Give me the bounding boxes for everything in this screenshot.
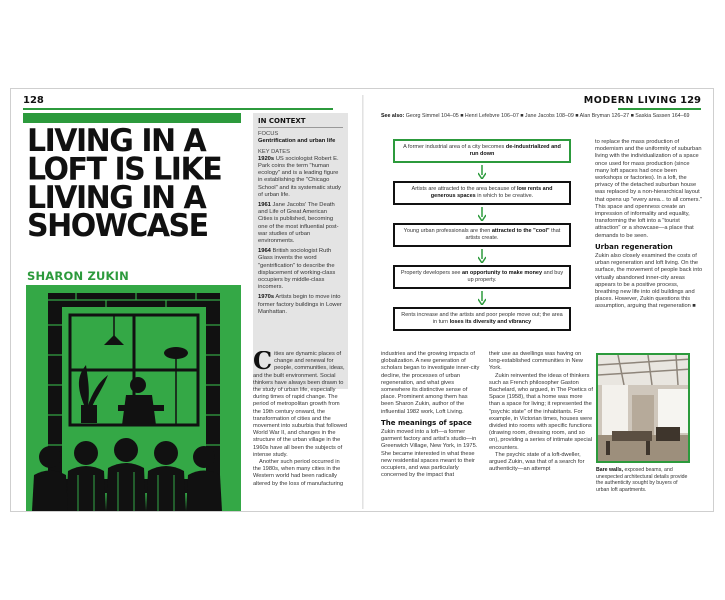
flow-step-text: Young urban professionals are then (403, 228, 492, 234)
flow-step-bold: loses its diversity and vibrancy (449, 319, 532, 325)
flow-step (393, 181, 571, 205)
key-date-text: Artists begin to move into former factory buildings in Lower Manhattan. (258, 294, 342, 315)
flow-step-text: and buy up property. (467, 270, 564, 283)
key-date-text: Jane Jacobs' The Death and Life of Great American Cities is published, becoming one of the most influential post-war studies of urban environments. (258, 202, 339, 245)
right-page-number: 129 (680, 95, 701, 106)
flow-step (393, 265, 571, 289)
arrow-down-icon (478, 207, 486, 221)
book-spread (10, 88, 714, 512)
right-top-rule (618, 108, 701, 110)
body-column-b (489, 351, 593, 511)
loft-showcase-illustration (26, 285, 241, 511)
arrow-down-icon (478, 291, 486, 305)
body-paragraph: industries and the growing impacts of globalization. A new generation of scholars began to investigate inner-city decline, the processes of urban regeneration, and what gives somewhere its distinctive sense of place. Prominent among them has been Sharon Zukin, author of the influential 1982 work, Loft Living. (381, 351, 480, 415)
key-dates-label: KEY DATES (258, 148, 291, 155)
photo-caption (596, 467, 690, 493)
title-line: LOFT IS LIKE (27, 151, 222, 188)
see-also-list: Georg Simmel 104–05 ■ Henri Lefebvre 106–07 ■ Jane Jacobs 108–09 ■ Alan Bryman 126–27 ■ Saskia Sassen 164–69 (405, 113, 690, 119)
left-top-rule (23, 108, 333, 110)
focus-value: Gentrification and urban life (258, 138, 336, 145)
loft-interior-photo (596, 353, 690, 463)
title-accent-bar (23, 113, 241, 123)
body-paragraph: their use as dwellings was having on long-established communities in New York. (489, 351, 583, 372)
key-date-year: 1920s (258, 155, 275, 162)
flow-step (393, 307, 571, 331)
flow-step-text: in which to be creative. (475, 193, 534, 199)
subhead-meanings-of-space: The meanings of space (381, 418, 472, 427)
flow-step-text: A former industrial area of a city becomes (403, 144, 506, 150)
see-also-label: See also: (381, 113, 405, 119)
flow-step-text: that artists create. (465, 228, 561, 241)
loft-interior-image (598, 355, 690, 463)
flow-step-bold: de-industrialized and run down (469, 144, 561, 157)
key-date-entry (258, 248, 343, 291)
flow-step-text: Property developers see (400, 270, 462, 276)
flow-step-text: Rents increase and the artists and poor people move out; the area in turn (401, 312, 563, 325)
key-date-year: 1964 (258, 248, 271, 255)
section-title: MODERN LIVING (583, 95, 677, 106)
arrow-down-icon (478, 165, 486, 179)
focus-label: FOCUS (258, 131, 279, 138)
flow-step (393, 223, 571, 247)
arrow-down-icon (478, 249, 486, 263)
drop-cap: C (253, 351, 273, 375)
key-date-text: British sociologist Ruth Glass invents the word "gentrification" to describe the displacement of working-class occupiers by middle-class incomers. (258, 248, 336, 291)
title-line: LIVING IN A (27, 179, 206, 217)
left-body-column (253, 351, 349, 511)
body-column-c (595, 139, 703, 351)
flow-step (393, 139, 571, 163)
flow-step-bold: attracted to the "cool" (491, 228, 550, 234)
body-paragraph: Zukin reinvented the ideas of thinkers such as French philosopher Gaston Bachelard, who argued, in The Poetics of Space (1958), that a home was more than a space for living; it represented the "psychic state" of the inhabitants. For example, in Victorian times, houses were divided into rooms with specific functions (drawing room, dressing room, and so on), providing a series of intimate special encounters. (489, 372, 593, 451)
body-paragraph: Another such period occurred in the 1980s, when many cities in the Western world had been radically altered by the loss of manufacturing (253, 459, 344, 487)
body-column-a (381, 351, 481, 511)
spine-gutter (362, 95, 364, 509)
caption-bold: Bare walls, (596, 467, 624, 473)
body-paragraph: ities are dynamic places of change and renewal for people, communities, ideas, and the built environment. Social thinkers have always been drawn to the study of urban life, especially during times of rapid change. The period of metropolitan growth from the 19th century onward, the transformation of cities and the movement into suburbia that followed World War II, and changes in the structure of the urban village in the 1960s have all been the subjects of intense study. (253, 351, 348, 458)
key-date-text: US sociologist Robert E. Park coins the term "human ecology" and is a leading figure in establishing the "Chicago School" and its systematic study of urban life. (258, 155, 341, 198)
key-date-entry (258, 294, 343, 316)
key-date-entry (258, 156, 343, 199)
author-name: SHARON ZUKIN (27, 269, 129, 283)
body-paragraph: The psychic state of a loft-dweller, argued Zukin, was that of a search for authenticity—an attempt (489, 451, 585, 473)
body-paragraph: to replace the mass production of modernism and the uniformity of suburban living with the individualization of a space once used for mass production (since many loft spaces had once been workshops or factories). In a loft, the privacy of the detached suburban house was replaced by a non-hierarchical layout that opens up "every area... to all comers." This space and openness create an impression of informality and equality, transforming the loft into a "tourist attraction" or a showcase—a place that demands to be seen. (595, 139, 703, 239)
flow-step-bold: low rents and generous spaces (430, 186, 553, 199)
in-context-panel (253, 113, 348, 389)
flow-step-text: Artists are attracted to the area because of (411, 186, 518, 192)
key-date-entry (258, 202, 343, 245)
body-paragraph: Zukin also closely examined the costs of urban regeneration and loft living. On the surface, the movement of people back into virtually abandoned inner-city areas appears to be a positive process, breathing new life into old buildings and places. However, Zukin questions this assumption, arguing that regeneration ■ (595, 253, 703, 310)
title-line: LIVING IN A (27, 122, 206, 160)
chapter-title (27, 122, 247, 245)
key-date-year: 1961 (258, 202, 271, 209)
window-silhouette-illustration (26, 285, 241, 511)
title-line: SHOWCASE (27, 207, 208, 245)
caption-text: exposed beams, and unexpected architectural details provide the authenticity sought by buyers of urban loft apartments. (596, 467, 688, 493)
in-context-heading: IN CONTEXT (258, 118, 343, 128)
key-date-year: 1970s (258, 294, 275, 301)
subhead-urban-regeneration: Urban regeneration (595, 242, 673, 251)
body-paragraph: Zukin moved into a loft—a former garment factory and artist's studio—in Greenwich Village, New York, in 1975. She became interested in what these new residential spaces meant to their occupiers, and was particularly concerned by the impact that (381, 429, 478, 479)
left-page-number: 128 (23, 95, 44, 106)
see-also (381, 113, 693, 120)
flow-step-bold: an opportunity to make money (461, 270, 543, 276)
